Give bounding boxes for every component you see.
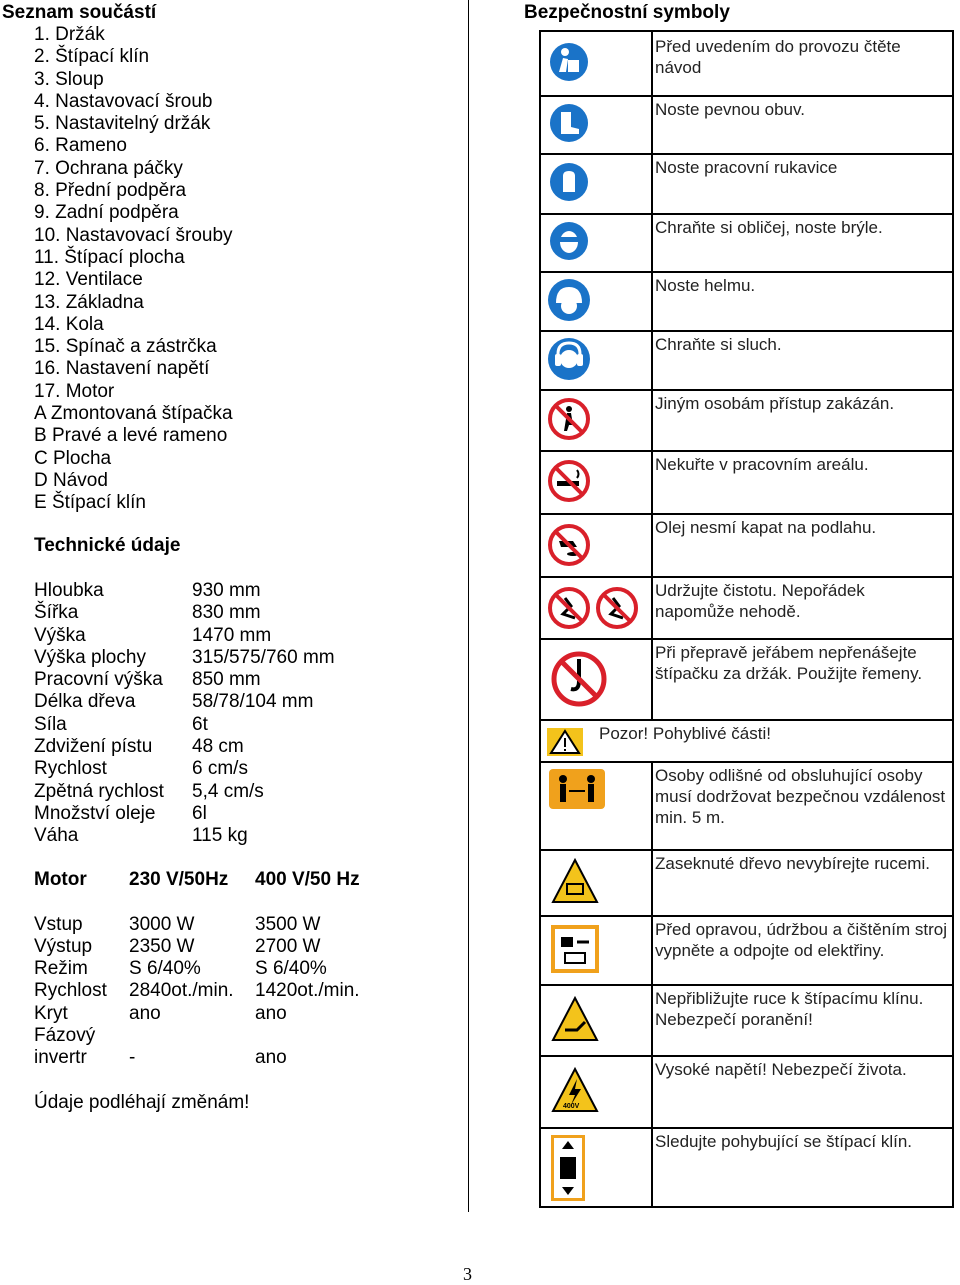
symbol-text: Noste pracovní rukavice [655,158,838,177]
spec-row [34,736,335,758]
motor-table [34,869,360,1070]
symbol-text: Nekuřte v pracovním areálu. [655,455,869,474]
icon-cell [541,271,651,330]
spec-value: 48 cm [192,736,244,758]
motor-value-400v: ano [255,1002,287,1024]
motor-value-230v: 2350 W [129,935,195,957]
cell-border [651,95,653,153]
icon-cell [541,761,651,849]
no-crane-hook-icon [551,651,607,707]
list-item: 1. Držák [34,24,105,45]
cell-border [651,32,653,95]
icon-cell [541,95,651,153]
cell-border [651,513,653,576]
symbol-text: Udržujte čistotu. Nepořádek napomůže nehodě. [655,581,865,621]
safety-symbols-title: Bezpečnostní symboly [524,2,730,23]
motor-label: Režim [34,958,88,980]
symbol-text: Jiným osobám přístup zakázán. [655,394,895,413]
spec-label: Délka dřeva [34,691,136,713]
motor-row [34,936,360,958]
motor-row [34,1047,360,1069]
motor-value-230v: S 6/40% [129,958,201,980]
spec-row [34,825,335,847]
motor-label: Fázový [34,1025,96,1047]
spec-row [34,580,335,602]
symbol-row [541,761,952,851]
helmet-icon [547,278,591,322]
safe-distance-icon [549,769,605,809]
icon-cell [541,984,651,1055]
motor-value-400v: ano [255,1047,287,1069]
symbol-text: Vysoké napětí! Nebezpečí života. [655,1060,907,1079]
spec-value: 6l [192,802,207,824]
symbol-text: Před opravou, údržbou a čištěním stroj vypněte a odpojte od elektřiny. [655,920,947,960]
symbol-text: Sledujte pohybující se štípací klín. [655,1132,913,1151]
cell-border [651,389,653,450]
icon-cell [541,330,651,389]
spec-label: Výška plochy [34,646,146,668]
technical-specs [34,580,335,848]
icon-cell [541,213,651,271]
warning-hand-injury-icon [551,996,599,1042]
safety-boots-icon [549,103,589,143]
spec-label: Zdvižení pístu [34,736,153,758]
no-entry-icon [547,397,591,441]
icon-cell [541,638,651,719]
safety-symbols-table [539,30,954,1208]
technical-data-title: Technické údaje [34,535,181,556]
spec-label: Hloubka [34,580,104,601]
read-manual-icon [549,42,589,82]
warning-moving-parts-icon [547,728,583,756]
symbol-text: Noste pevnou obuv. [655,100,805,119]
list-item: 15. Spínač a zástrčka [34,336,217,358]
cell-border [651,153,653,213]
symbol-text: Olej nesmí kapat na podlahu. [655,518,877,537]
icon-cell [541,153,651,213]
spec-row [34,602,335,624]
motor-header-400v: 400 V/50 Hz [255,869,360,890]
spec-value: 6t [192,713,208,735]
icon-cell [541,849,651,915]
symbol-text: Chraňte si sluch. [655,335,782,354]
list-item: C Plocha [34,447,112,469]
symbol-text: Před uvedením do provozu čtěte návod [655,37,901,77]
warning-stuck-wood-icon [551,858,599,904]
icon-cell [541,450,651,513]
cell-border [651,330,653,389]
gloves-icon [549,162,589,202]
spec-value: 830 mm [192,602,261,624]
motor-header-230v: 230 V/50Hz [129,869,229,890]
cell-border [651,849,653,915]
spec-row [34,691,335,713]
spec-value: 850 mm [192,669,261,691]
spec-value: 5,4 cm/s [192,780,264,802]
spec-label: Váha [34,825,79,847]
icon-cell [541,915,651,984]
icon-cell [541,576,651,638]
symbol-row [541,213,952,273]
symbol-row [541,32,952,97]
motor-value-400v: 1420ot./min. [255,980,360,1002]
spec-value: 6 cm/s [192,758,248,780]
symbol-row [541,330,952,391]
cell-border [651,761,653,849]
cell-border [651,450,653,513]
spec-row [34,625,335,647]
symbol-row [541,638,952,721]
list-item: 9. Zadní podpěra [34,202,179,224]
spec-row [34,758,335,780]
motor-value-230v: - [129,1047,136,1069]
spec-label: Zpětná rychlost [34,780,164,802]
symbol-row [541,984,952,1057]
parts-list-title: Seznam součástí [2,2,157,23]
symbol-row [541,389,952,452]
motor-row [34,914,360,936]
symbol-row [541,719,952,763]
motor-label: Výstup [34,935,93,957]
symbol-text: Chraňte si obličej, noste brýle. [655,218,883,237]
spec-row [34,714,335,736]
spec-label: Šířka [34,602,79,624]
parts-list [34,24,233,515]
spec-row [34,781,335,803]
cell-border [651,638,653,719]
cell-border [651,915,653,984]
moving-wedge-icon [551,1135,585,1201]
spec-label: Pracovní výška [34,669,163,691]
motor-value-400v: 2700 W [255,935,321,957]
spec-label: Síla [34,713,67,735]
symbol-row [541,849,952,917]
spec-label: Rychlost [34,758,107,780]
spec-value: 58/78/104 mm [192,691,314,713]
no-oil-spill-icon [547,523,591,567]
symbol-row [541,271,952,332]
list-item: 11. Štípací plocha [34,246,185,268]
cell-border [651,213,653,271]
spec-row [34,669,335,691]
motor-value-400v: 3500 W [255,913,321,935]
symbol-text: Noste helmu. [655,276,756,295]
symbol-text: Nepřibližujte ruce k štípacímu klínu. Nebezpečí poranění! [655,989,924,1029]
spec-row [34,647,335,669]
symbol-row [541,513,952,578]
page-number: 3 [463,1264,472,1284]
motor-header: Motor [34,869,87,890]
symbol-row [541,450,952,515]
symbol-row [541,1127,952,1208]
list-item: 13. Základna [34,291,144,313]
motor-value-400v: S 6/40% [255,958,327,980]
icon-cell [541,32,651,95]
list-item: 2. Štípací klín [34,46,150,68]
symbol-text: Osoby odlišné od obsluhující osoby musí dodržovat bezpečnou vzdálenost min. 5 m. [655,766,946,827]
motor-label: invertr [34,1047,87,1069]
symbol-text: Při přepravě jeřábem nepřenášejte štípačku za držák. Použijte řemeny. [655,643,923,683]
icon-cell [541,1055,651,1127]
list-item: 17. Motor [34,380,115,402]
motor-row [34,958,360,980]
icon-cell [541,389,651,450]
motor-label: Rychlost [34,980,107,1002]
spec-label: Výška [34,624,86,646]
column-divider [468,0,469,1212]
face-protection-icon [549,221,589,261]
cell-border [651,1055,653,1127]
no-smoking-icon [547,459,591,503]
ear-protection-icon [547,337,591,381]
list-item: 16. Nastavení napětí [34,358,210,380]
list-item: 8. Přední podpěra [34,180,187,202]
symbol-row [541,95,952,155]
motor-row [34,980,360,1002]
motor-header-row [34,869,360,891]
symbol-row [541,576,952,640]
symbol-text: Pozor! Pohyblivé části! [599,724,771,743]
list-item: D Návod [34,469,108,491]
symbol-row [541,1055,952,1129]
spec-row [34,803,335,825]
spec-value: 930 mm [192,580,261,601]
cell-border [651,984,653,1055]
list-item: 10. Nastavovací šrouby [34,224,233,246]
spacer [34,891,360,913]
motor-label: Kryt [34,1002,68,1024]
list-item: E Štípací klín [34,492,146,514]
symbol-row [541,915,952,986]
icon-cell [541,1127,651,1208]
unplug-before-repair-icon [551,925,599,973]
symbol-text: Zaseknuté dřevo nevybírejte rucemi. [655,854,930,873]
motor-value-230v: 2840ot./min. [129,980,234,1002]
list-item: 5. Nastavitelný držák [34,113,211,135]
list-item: 14. Kola [34,313,104,335]
spec-value: 315/575/760 mm [192,646,335,668]
symbol-row [541,153,952,215]
spec-value: 115 kg [192,825,248,847]
no-trip-icon [547,586,639,630]
list-item: 4. Nastavovací šroub [34,90,213,112]
spec-label: Množství oleje [34,802,156,824]
motor-row [34,1003,360,1025]
voltage-label: 400V [563,1103,580,1110]
motor-value-230v: ano [129,1002,161,1024]
motor-row [34,1025,360,1047]
list-item: 3. Sloup [34,68,104,90]
change-note: Údaje podléhají změnám! [34,1092,250,1113]
list-item: 12. Ventilace [34,269,143,291]
list-item: 7. Ochrana páčky [34,157,183,179]
motor-label: Vstup [34,913,83,935]
motor-value-230v: 3000 W [129,913,195,935]
list-item: B Pravé a levé rameno [34,425,228,447]
list-item: A Zmontovaná štípačka [34,403,233,425]
spec-value: 1470 mm [192,624,272,646]
cell-border [651,576,653,638]
list-item: 6. Rameno [34,135,127,157]
cell-border [651,271,653,330]
icon-cell [541,513,651,576]
cell-border [651,1127,653,1208]
